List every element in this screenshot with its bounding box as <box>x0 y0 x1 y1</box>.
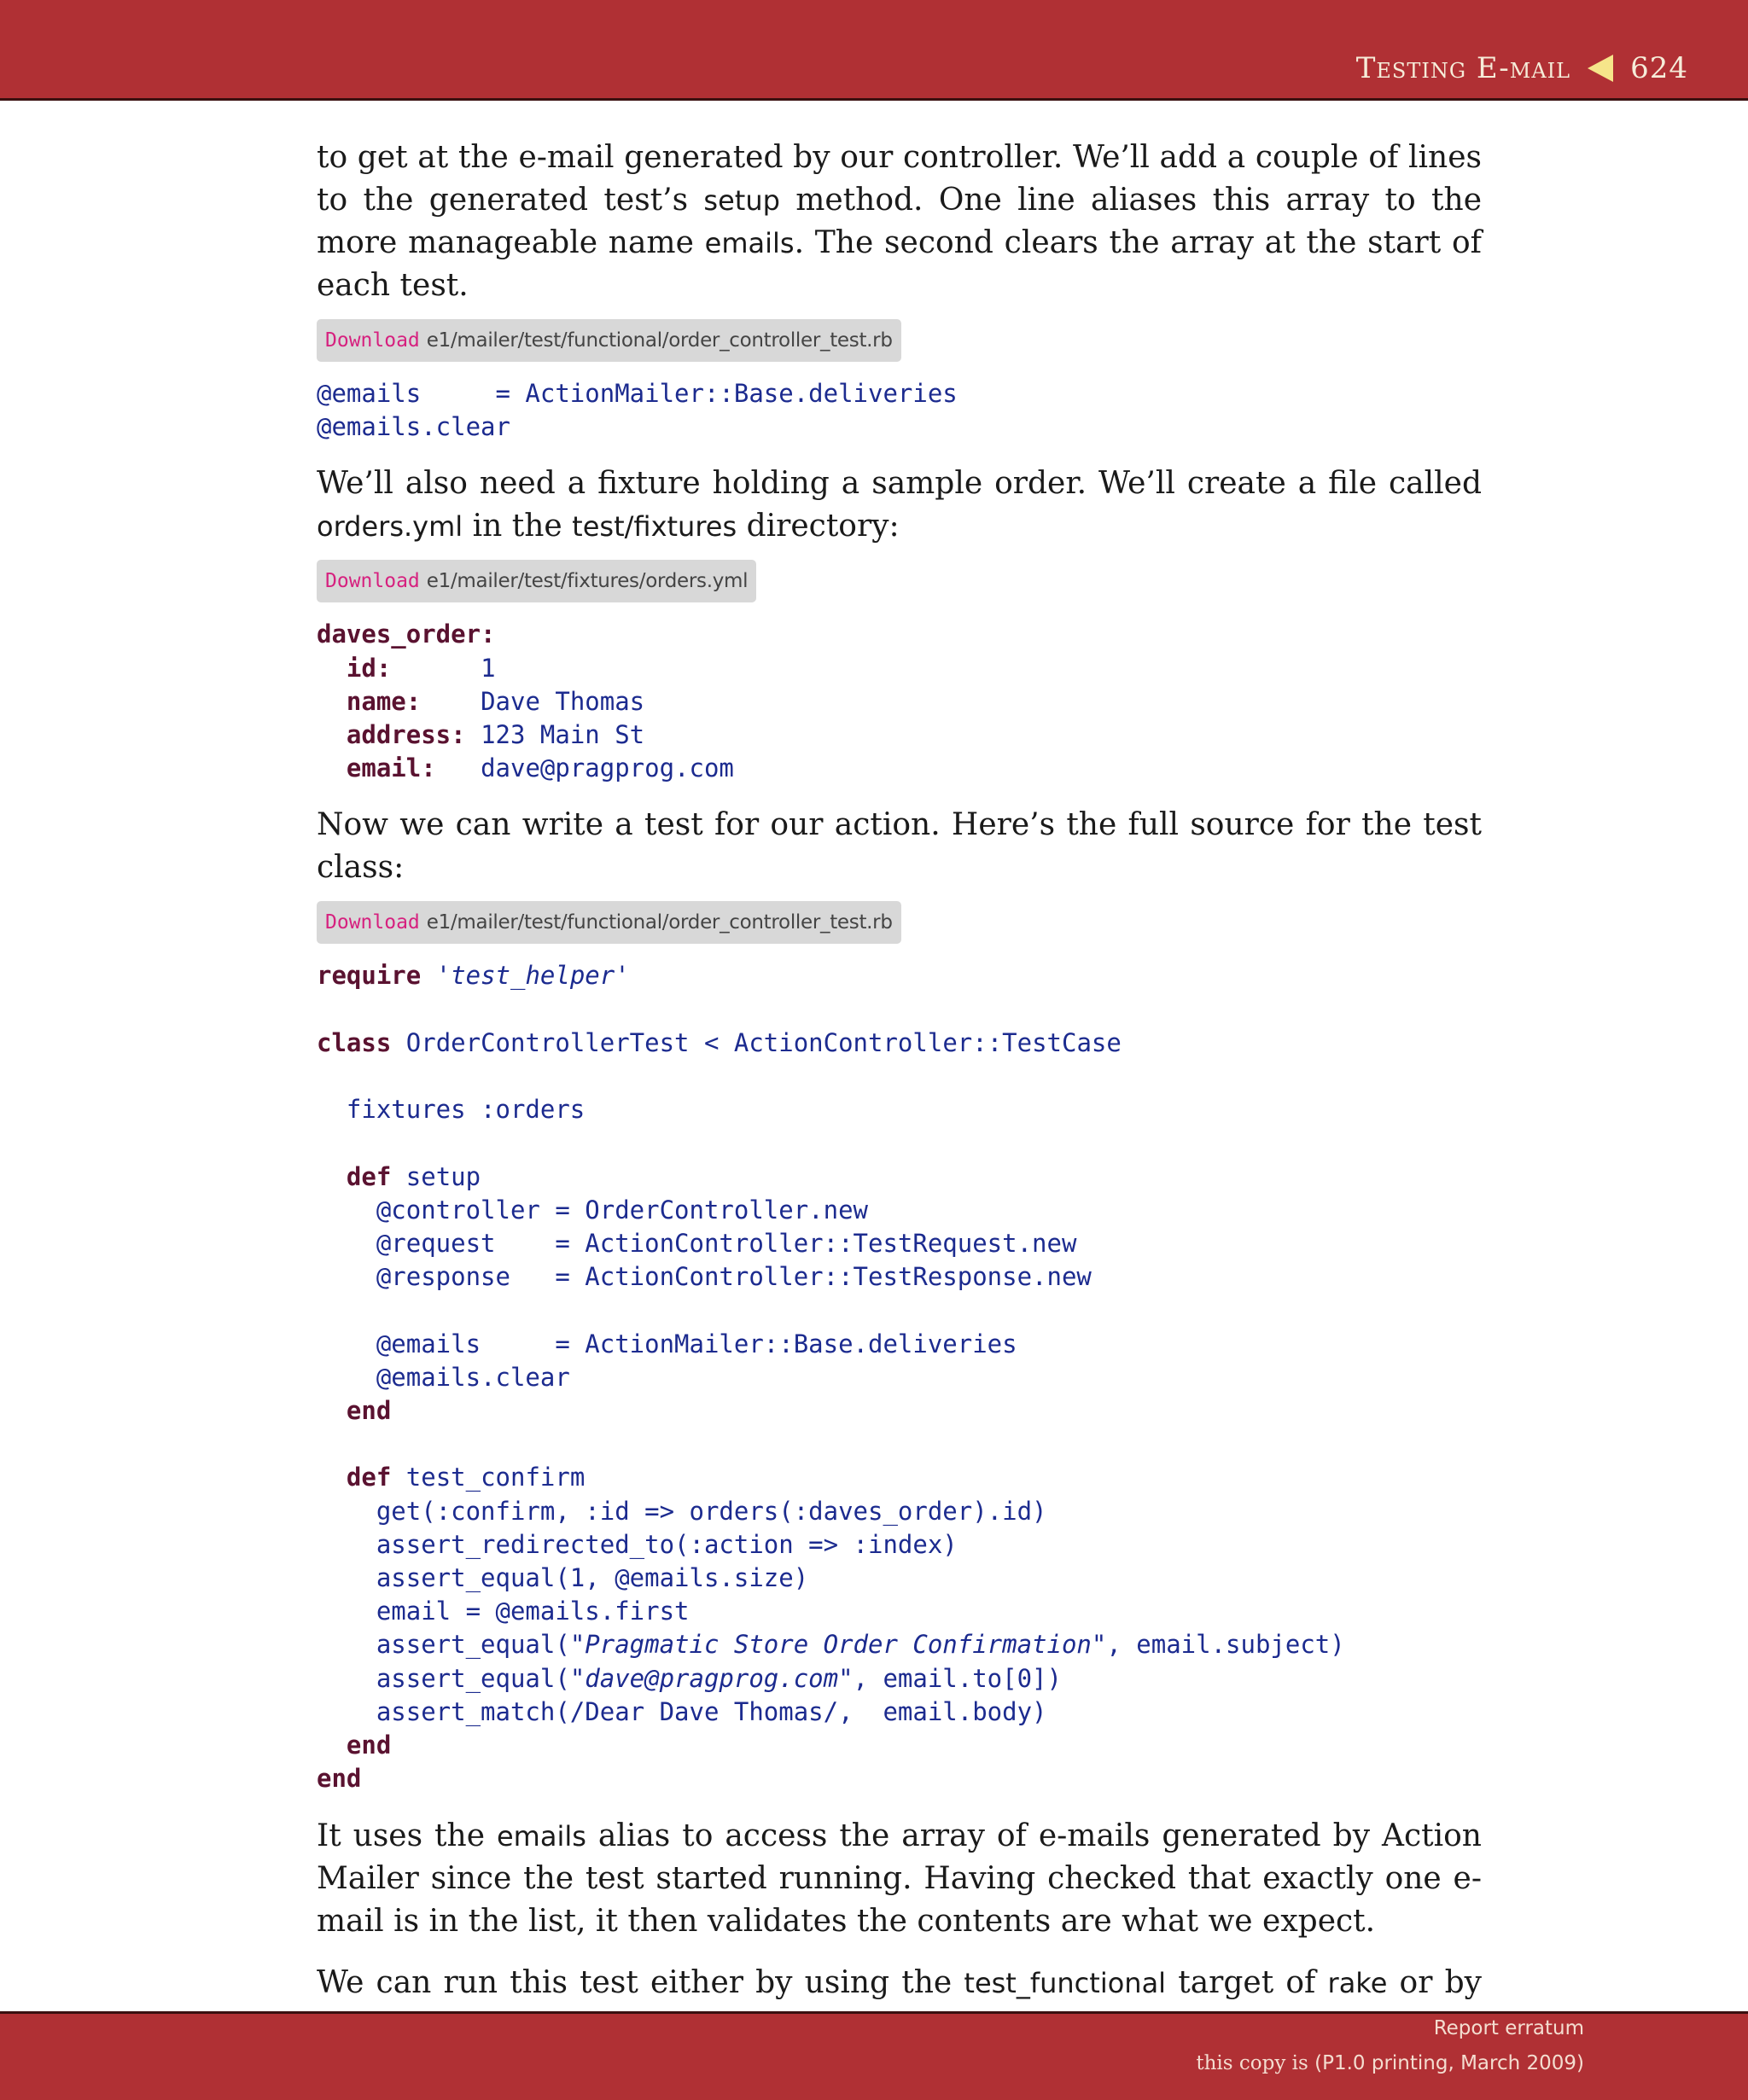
download-link[interactable]: Download e1/mailer/test/functional/order_controller_test.rb <box>317 901 901 944</box>
code-block-fixture: daves_order: id: 1 name: Dave Thomas address: 123 Main St email: dave@pragprog.com <box>317 620 734 783</box>
inline-code-emails: emails <box>496 1819 586 1853</box>
code-block-setup-snippet: @emails = ActionMailer::Base.deliveries @emails.clear <box>317 379 958 442</box>
download-link[interactable]: Download e1/mailer/test/fixtures/orders.yml <box>317 560 756 602</box>
paragraph-5: We can run this test either by using the test_functional target of rake or by <box>317 1964 1482 2000</box>
page-number: 624 <box>1630 51 1688 85</box>
paragraph-4: It uses the emails alias to access the array of e-mails generated by Action Mailer since the test started running. Having checked that exactly one e-mail is in the list, it then validates the contents are what we expect. <box>317 1818 1482 1939</box>
copy-info: this copy is (P1.0 printing, March 2009) <box>1196 2052 1584 2074</box>
paragraph-2: We’ll also need a fixture holding a sample order. We’ll create a file called orders.yml in the test/fixtures directory: <box>317 466 1482 544</box>
inline-code-setup: setup <box>703 184 780 217</box>
previous-page-arrow-icon[interactable] <box>1588 55 1613 82</box>
inline-code-emails: emails <box>704 227 795 259</box>
inline-target-name: test_functional <box>964 1966 1167 1999</box>
paragraph-1: to get at the e-mail generated by our controller. We’ll add a couple of lines to the generated test’s setup method. One line aliases this array to the more manageable name emails. The second clears the array at the start of each test. <box>317 140 1482 303</box>
running-head <box>1356 51 1688 85</box>
paragraph-3: Now we can write a test for our action. Here’s the full source for the test class: <box>317 807 1482 886</box>
header-bar <box>0 0 1748 101</box>
inline-filename: orders.yml <box>317 510 463 544</box>
inline-rake: rake <box>1327 1966 1388 1999</box>
page-content <box>317 137 1482 2085</box>
inline-directory: test/fixtures <box>572 510 737 544</box>
section-title: Testing E-mail <box>1355 51 1571 85</box>
report-erratum-link[interactable]: Report erratum <box>1433 2017 1584 2039</box>
download-link[interactable]: Download e1/mailer/test/functional/order_controller_test.rb <box>317 319 901 362</box>
code-block-test-class: require 'test_helper' class OrderControllerTest < ActionController::TestCase fixtures :orders def setup @controller = OrderController.new @request = ActionController::TestRequest.new @response = ActionController::TestResponse.new @emails = ActionMailer::Base.deliveries @emails.clear end def test_confirm get(:confirm, :id => orders(:daves_order).id) assert_redirected_to(:action => :index) assert_equal(1, @emails.size) email = @emails.first assert_equal("Pragmatic Store Order Confirmation", email.subject) assert_equal("dave@pragprog.com", email.to[0]) assert_match(/Dear Dave Thomas/, email.body) end end <box>317 961 1345 1794</box>
